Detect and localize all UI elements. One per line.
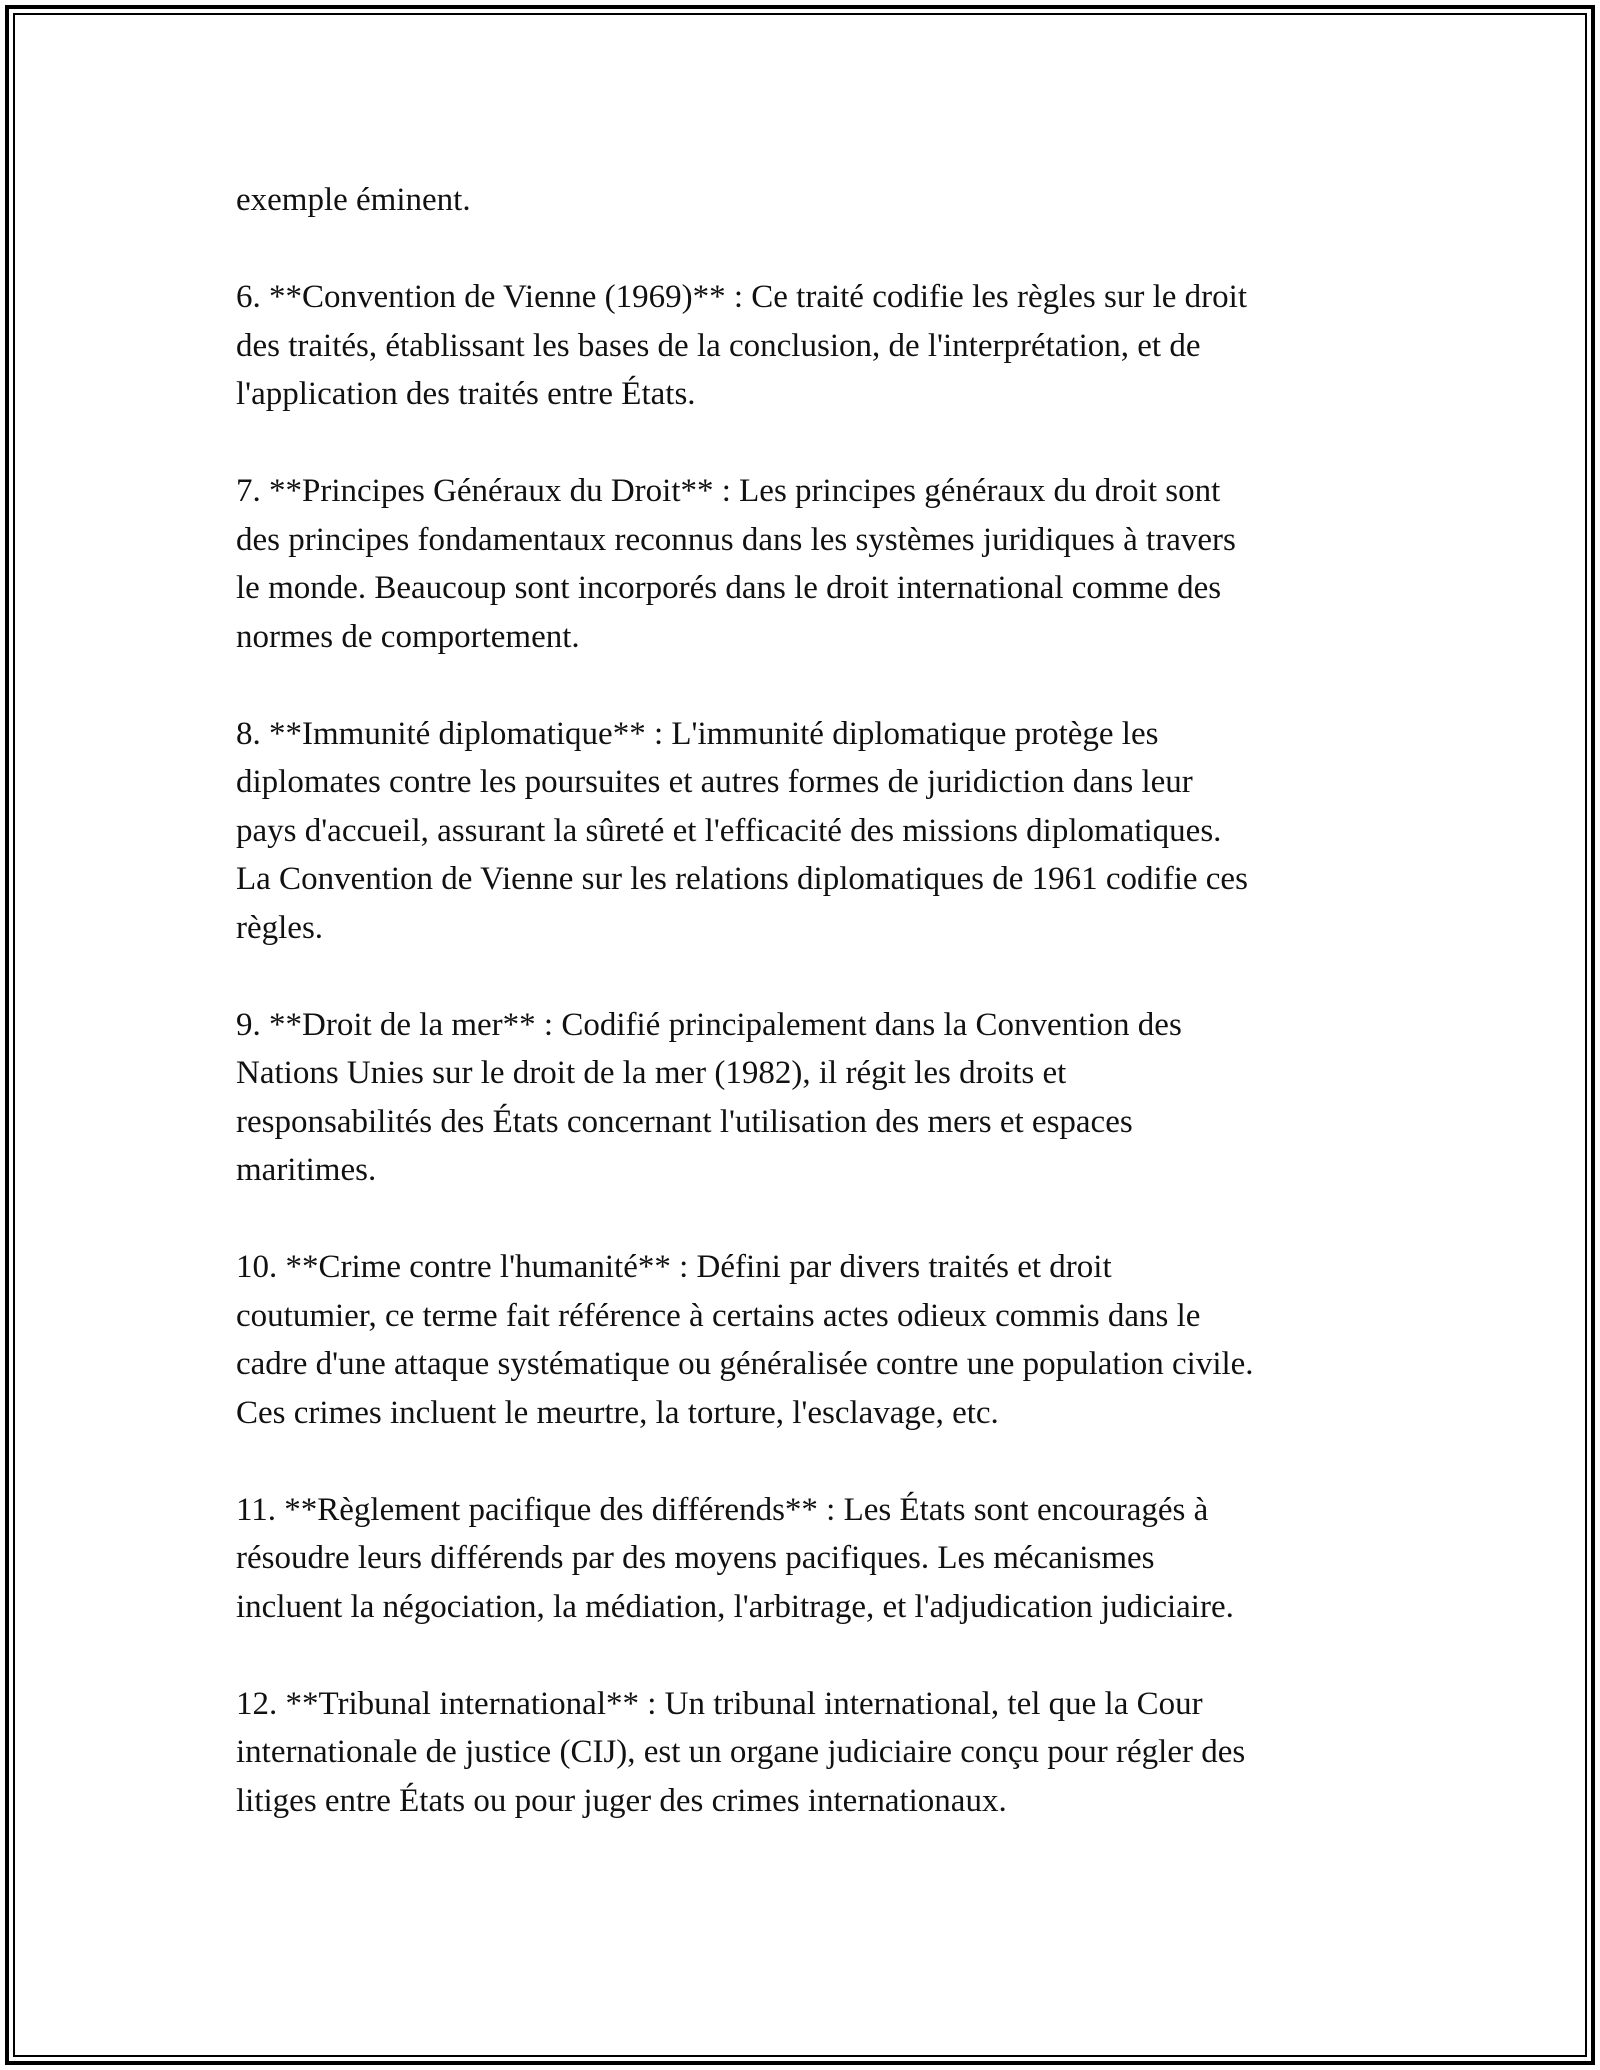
paragraph-item-11: 11. **Règlement pacifique des différends** : Les États sont encouragés à résoudre leurs différends par des moyens pacifiques. Les mécanismes incluent la négociation, la médiation, l'arbitrage, et l'adjudication judiciaire. bbox=[236, 1491, 1234, 1625]
paragraph-item-7: 7. **Principes Généraux du Droit** : Les principes généraux du droit sont des principes fondamentaux reconnus dans les systèmes juridiques à travers le monde. Beaucoup sont incorporés dans le droit international comme des normes de comportement. bbox=[236, 473, 1236, 655]
paragraph-item-6: 6. **Convention de Vienne (1969)** : Ce traité codifie les règles sur le droit des traités, établissant les bases de la conclusion, de l'interprétation, et de l'application des traités entre États. bbox=[236, 279, 1247, 412]
document-body bbox=[236, 176, 1376, 1825]
paragraph-item-9: 9. **Droit de la mer** : Codifié principalement dans la Convention des Nations Unies sur le droit de la mer (1982), il régit les droits et responsabilités des États concernant l'utilisation des mers et espaces maritimes. bbox=[236, 1006, 1182, 1188]
paragraph-item-8: 8. **Immunité diplomatique** : L'immunité diplomatique protège les diplomates contre les poursuites et autres formes de juridiction dans leur pays d'accueil, assurant la sûreté et l'efficacité des missions diplomatiques. La Convention de Vienne sur les relations diplomatiques de 1961 codifie ces règles. bbox=[236, 715, 1248, 946]
paragraph-continuation: exemple éminent. bbox=[236, 182, 471, 218]
paragraph-item-10: 10. **Crime contre l'humanité** : Défini par divers traités et droit coutumier, ce terme fait référence à certains actes odieux commis dans le cadre d'une attaque systématique ou généralisée contre une population civile. Ces crimes incluent le meurtre, la torture, l'esclavage, etc. bbox=[236, 1249, 1254, 1431]
paragraph-item-12: 12. **Tribunal international** : Un tribunal international, tel que la Cour internationale de justice (CIJ), est un organe judiciaire conçu pour régler des litiges entre États ou pour juger des crimes internationaux. bbox=[236, 1685, 1246, 1819]
